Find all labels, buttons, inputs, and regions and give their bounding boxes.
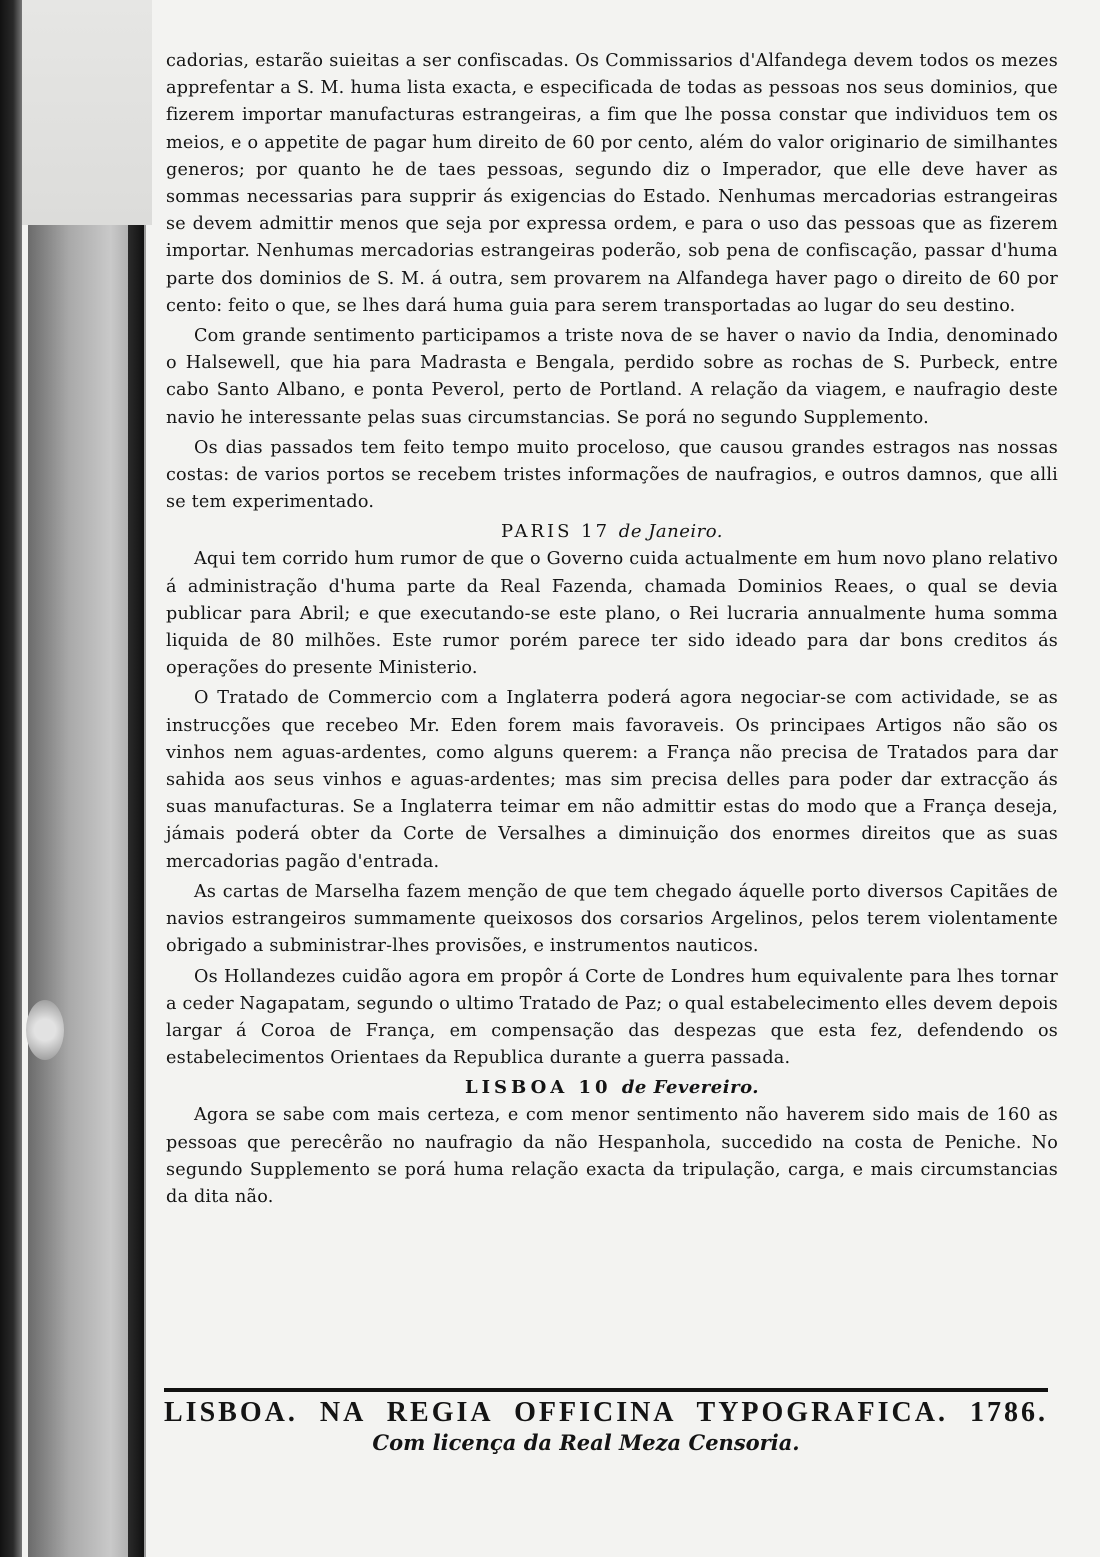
- article-paragraph-5: O Tratado de Commercio com a Inglaterra poderá agora negociar-se com actividade, se as instrucções que recebeo Mr. Eden forem mais favoraveis. Os principaes Artigos não são os vinhos nem aguas-ardentes, como alguns querem: a França não precisa de Tratados para dar sahida aos seus vinhos e aguas-ardentes; mas sim precisa delles para poder dar extracção ás suas manufacturas. Se a Inglaterra teimar em não admittir estas do modo que a França deseja, jámais poderá obter da Corte de Versalhes a diminuição dos enormes direitos que as suas mercadorias pagão d'entrada.: [166, 688, 1058, 872]
- article-paragraph-4: Aqui tem corrido hum rumor de que o Governo cuida actualmente em hum novo plano relativo á administração d'huma parte da Real Fazenda, chamada Dominios Reaes, o qual se devia publicar para Abril; e que executando-se este plano, o Rei lucraria annualmente huma somma liquida de 80 milhões. Este rumor porém parece ter sido ideado para dar bons creditos ás operações do presente Ministerio.: [166, 549, 1058, 679]
- article-paragraph-1: cadorias, estarão suieitas a ser confiscadas. Os Commissarios d'Alfandega devem todos os mezes apprefentar a S. M. huma lista exacta, e especificada de todas as pessoas nos seus dominios, que fizerem importar manufacturas estrangeiras, a fim que lhe possa constar que individuos tem os meios, e o appetite de pagar hum direito de 60 por cento, além do valor originario de similhantes generos; por quanto he de taes pessoas, segundo diz o Imperador, que elle deve haver as sommas necessarias para supprir ás exigencias do Estado. Nenhumas mercadorias estrangeiras se devem admittir menos que seja por expressa ordem, e para o uso das pessoas que as fizerem importar. Nenhumas mercadorias estrangeiras poderão, sob pena de confiscação, passar d'huma parte dos dominios de S. M. á outra, sem provarem na Alfandega haver pago o direito de 60 por cento: feito o que, se lhes dará huma guia para serem transportadas ao lugar do seu destino.: [166, 51, 1058, 316]
- page-body: [166, 48, 1058, 1211]
- article-paragraph-3: Os dias passados tem feito tempo muito proceloso, que causou grandes estragos nas nossas costas: de varios portos se recebem tristes informações de naufragios, e outros damnos, que alli se tem experimentado.: [166, 437, 1058, 513]
- scan-binding-fold: [128, 225, 144, 1557]
- article-paragraph-7: Os Hollandezes cuidão agora em propôr á Corte de Londres hum equivalente para lhes tornar a ceder Nagapatam, segundo o ultimo Tratado de Paz; o qual estabelecimento elles devem depois largar á Coroa de França, em compensação das despezas que esta fez, defendendo os estabelecimentos Orientaes da Republica durante a guerra passada.: [166, 966, 1058, 1069]
- article-paragraph-8: Agora se sabe com mais certeza, e com menor sentimento não haverem sido mais de 160 as pessoas que perecêrão no naufragio da não Hespanhola, succedido na costa de Peniche. No segundo Supplemento se porá huma relação exacta da tripulação, carga, e mais circumstancias da dita não.: [166, 1105, 1058, 1207]
- colophon-licence: Com licença da Real Meza Censoria.: [372, 1430, 800, 1455]
- colophon-imprint: LISBOA. NA REGIA OFFICINA TYPOGRAFICA. 1786.: [164, 1397, 1048, 1428]
- scan-top-shadow: [22, 0, 152, 225]
- paris-dateline: [166, 518, 1058, 545]
- paris-dateline-date: de Janeiro.: [618, 521, 723, 543]
- lisboa-dateline-city: LISBOA 10: [464, 1077, 612, 1099]
- scan-edge-left: [0, 0, 22, 1557]
- article-paragraph-2: Com grande sentimento participamos a triste nova de se haver o navio da India, denominado o Halsewell, que hia para Madrasta e Bengala, perdido sobre as rochas de S. Purbeck, entre cabo Santo Albano, e ponta Peverol, perto de Portland. A relação da viagem, e naufragio deste navio he interessante pelas suas circumstancias. Se porá no segundo Supplemento.: [166, 326, 1058, 428]
- scan-hole-mark: [26, 1000, 64, 1060]
- lisboa-dateline: [166, 1074, 1058, 1101]
- colophon: [164, 1388, 1048, 1458]
- article-paragraph-6: As cartas de Marselha fazem menção de que tem chegado áquelle porto diversos Capitães de navios estrangeiros summamente queixosos dos corsarios Argelinos, pelos terem violentamente obrigado a subministrar-lhes provisões, e instrumentos nauticos.: [166, 881, 1058, 957]
- lisboa-dateline-date: de Fevereiro.: [621, 1077, 760, 1099]
- paris-dateline-city: PARIS 17: [500, 521, 611, 543]
